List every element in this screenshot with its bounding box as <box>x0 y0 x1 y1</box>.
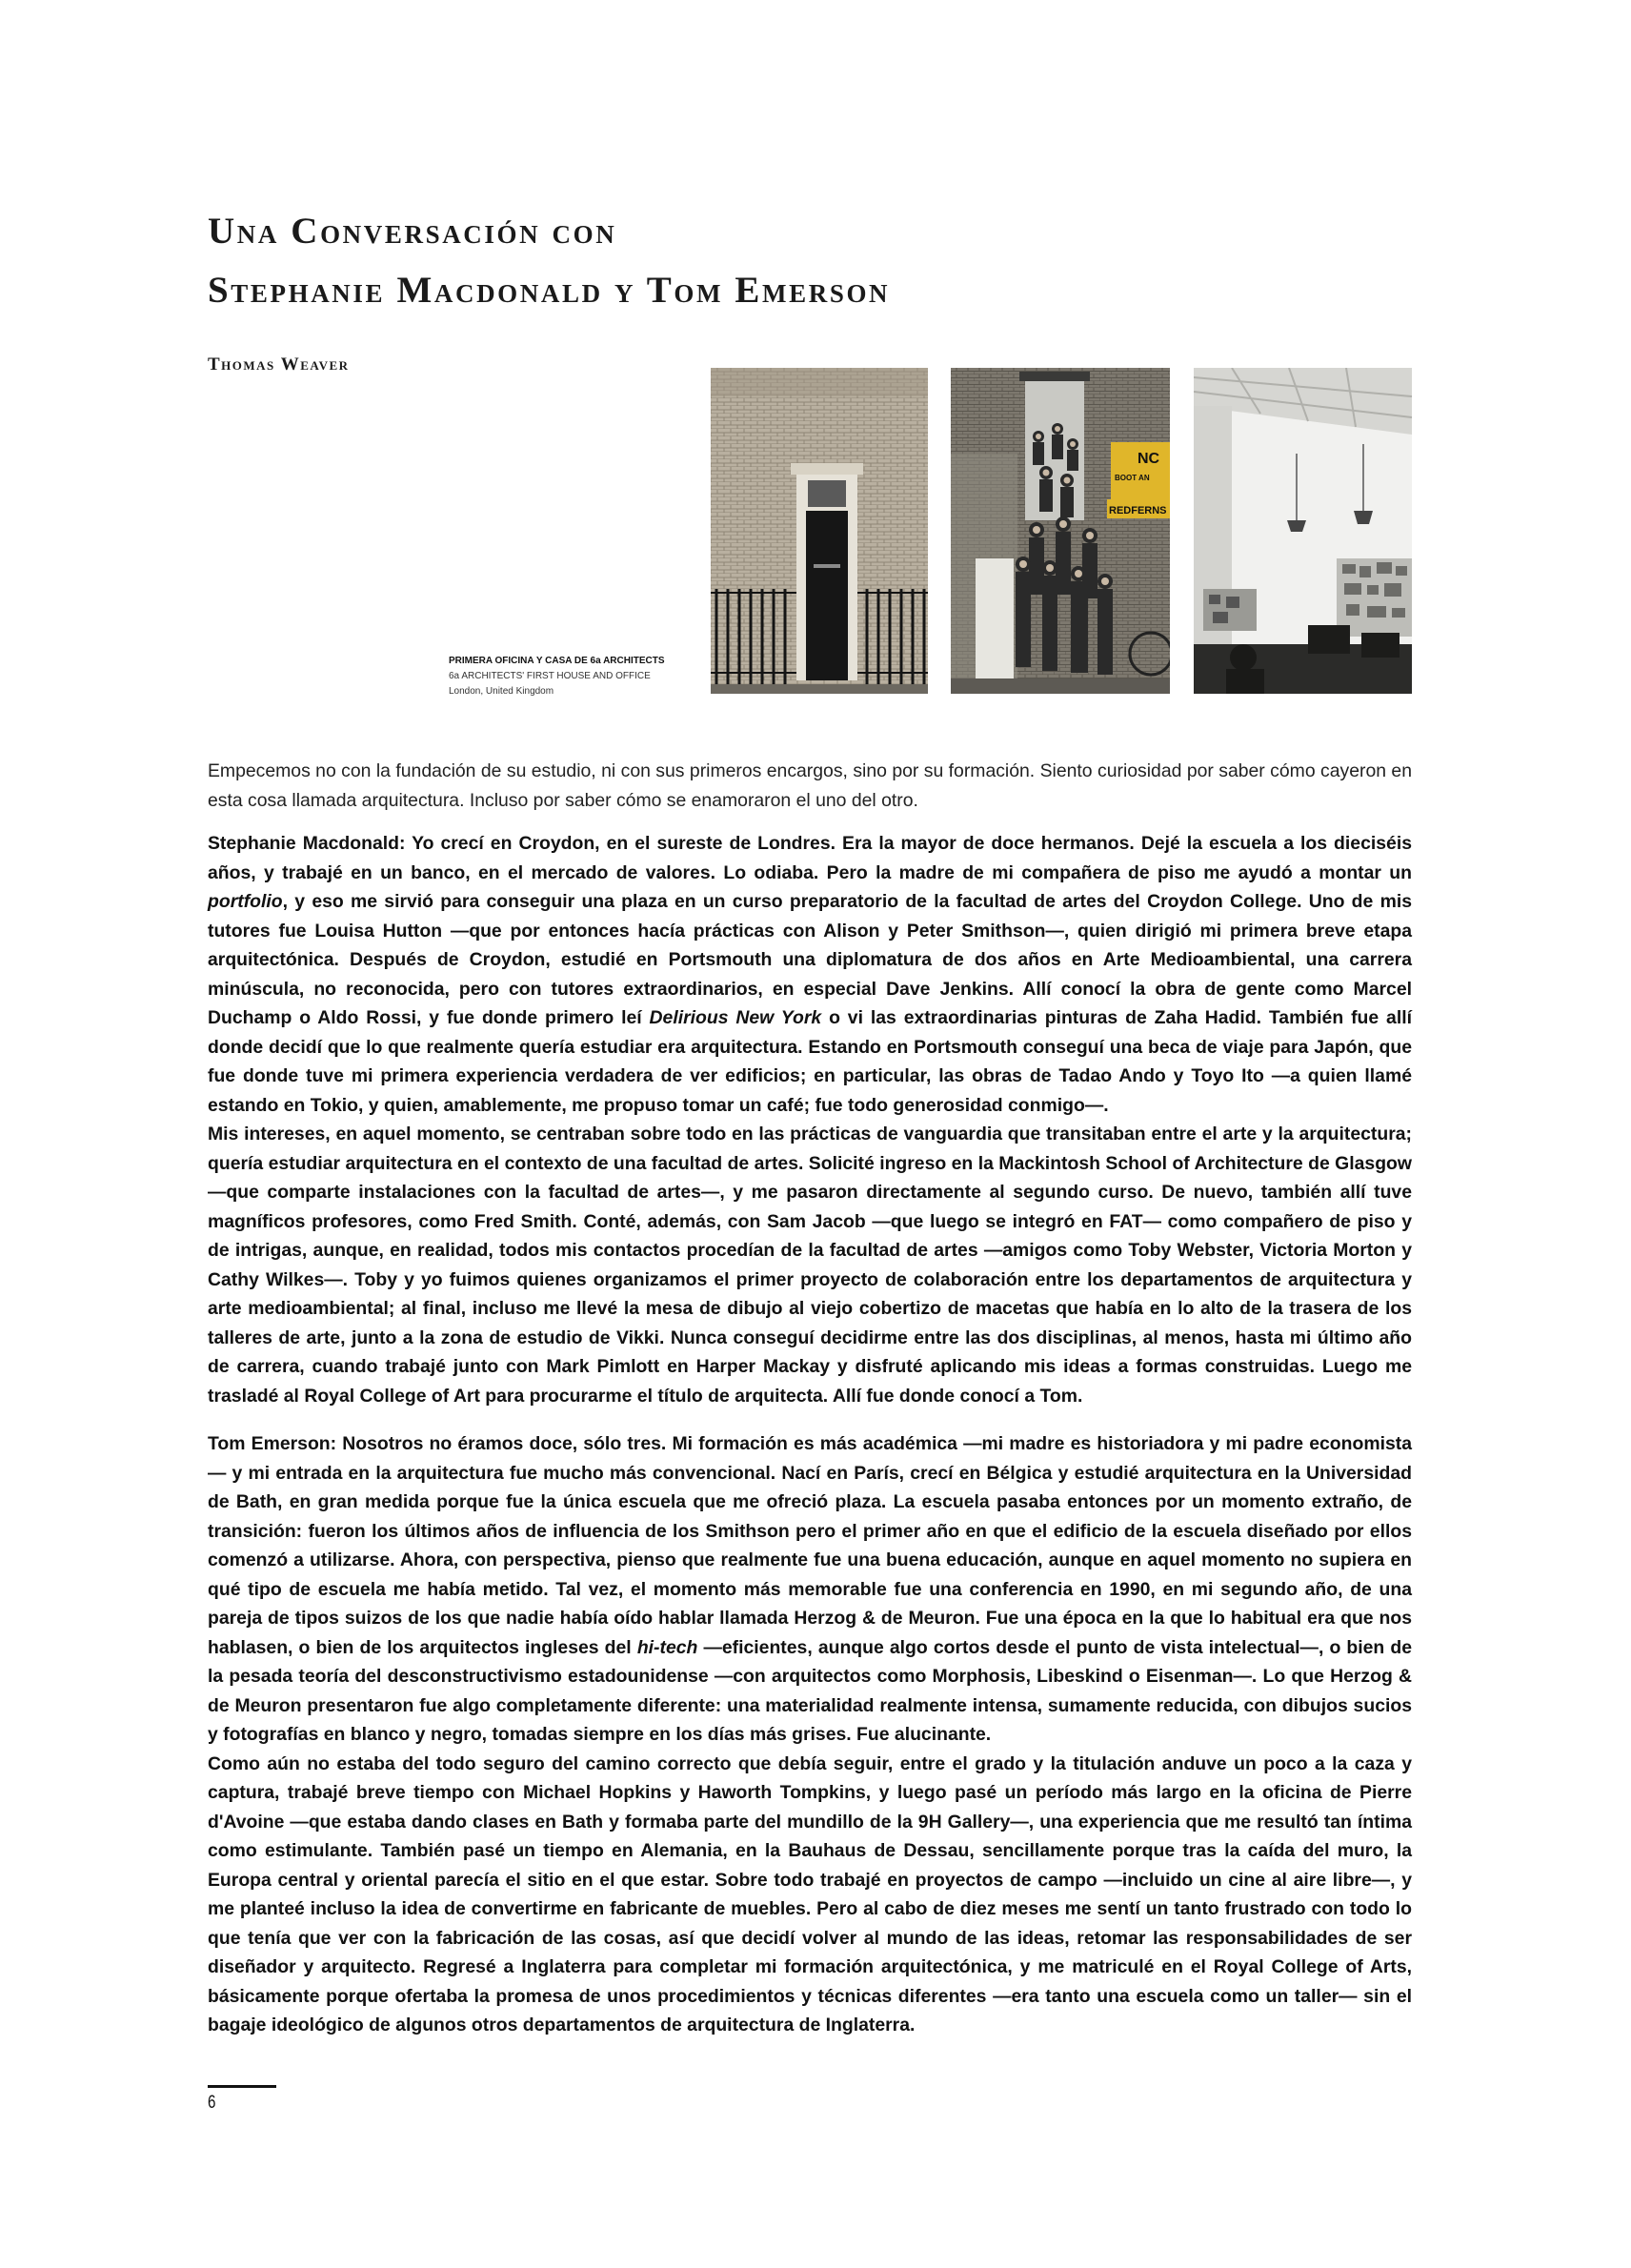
article-title <box>208 202 1446 320</box>
answer-text: Stephanie Macdonald: Yo crecí en Croydon, en el sureste de Londres. Era la mayor de doce hermanos. Dejé la escuela a los dieciséis años, y trabajé en un banco, en el mercado de valores. Lo odiaba. Pero la madre de mi compañera de piso me ayudó a montar un <box>208 833 1412 883</box>
studio-interior-image <box>1194 368 1412 694</box>
article-author: Thomas Weaver <box>208 354 350 375</box>
group-portrait-image <box>951 368 1170 694</box>
sign-text-nc: NC <box>1138 451 1160 467</box>
answer-text: o vi las extraordinarias pinturas de Zaha Hadid. También fue allí donde decidí que lo que realmente quería estudiar era arquitectura. Estando en Portsmouth conseguí una beca de viaje para Japón, que fue donde tuve mi primera experiencia verdadera de ver edificios; en particular, las obras de Tadao Ando y Toyo Ito —a quien llamé estando en Tokio, y quien, amablemente, me propuso tomar un café; fue todo generosidad conmigo—. <box>208 1007 1412 1116</box>
article-title-line-2: Stephanie Macdonald y Tom Emerson <box>208 270 891 311</box>
answer-stephanie-macdonald <box>208 829 1412 1410</box>
photo-group-portrait <box>951 368 1170 694</box>
sign-text-boot: BOOT AN <box>1115 474 1150 482</box>
sign-text-redferns: REDFERNS <box>1109 505 1167 516</box>
caption-spanish: PRIMERA OFICINA Y CASA DE 6a ARCHITECTS <box>449 656 665 666</box>
caption-english: 6a ARCHITECTS' FIRST HOUSE AND OFFICE <box>449 671 651 681</box>
answer-text: Mis intereses, en aquel momento, se centraban sobre todo en las prácticas de vanguardia que transitaban entre el arte y la arquitectura; quería estudiar arquitectura en el contexto de una facultad de artes. Solicité ingreso en la Mackintosh School of Architecture de Glasgow —que comparte instalaciones con la facultad de artes—, y me pasaron directamente al segundo curso. De nuevo, también allí tuve magníficos profesores, como Fred Smith. Conté, además, con Sam Jacob —que luego se integró en FAT— como compañero de piso y de intrigas, aunque, en realidad, todos mis contactos procedían de la facultad de artes —amigos como Toby Webster, Victoria Morton y Cathy Wilkes—. Toby y yo fuimos quienes organizamos el primer proyecto de colaboración entre los departamentos de arquitectura y arte medioambiental; al final, incluso me llevé la mesa de dibujo al viejo cobertizo de macetas que había en lo alto de la trasera de los talleres de arte, junto a la zona de estudio de Vikki. Nunca conseguí decidirme entre las dos disciplinas, al menos, hasta mi último año de carrera, cuando trabajé junto con Mark Pimlott en Harper Mackay y disfruté aplicando mis ideas a formas construidas. Luego me trasladé al Royal College of Art para procurarme el título de arquitecta. Allí fue donde conocí a Tom. <box>208 1124 1412 1407</box>
article-title-line-1: Una Conversación con <box>208 211 617 252</box>
caption-location: London, United Kingdom <box>449 686 554 697</box>
answer-italic: hi-tech <box>636 1636 698 1658</box>
interview-question: Empecemos no con la fundación de su estudio, ni con sus primeros encargos, sino por su formación. Siento curiosidad por saber cómo cayeron en esta cosa llamada arquitectura. Incluso por saber cómo se enamoraron el uno del otro. <box>208 760 1412 811</box>
answer-italic: portfolio <box>208 891 283 912</box>
answer-italic: Delirious New York <box>649 1007 822 1028</box>
answer-text: —eficientes, aunque algo cortos desde el punto de vista intelectual—, o bien de la pesada teoría del desconstructivismo estadounidense —con arquitectos como Morphosis, Libeskind o Eisenman—. Lo que Herzog & de Meuron presentaron fue algo completamente diferente: una materialidad realmente intensa, sumamente reducida, con dibujos sucios y fotografías en blanco y negro, tomadas siempre en los días más grises. Fue alucinante. <box>208 1636 1412 1745</box>
shop-sign <box>1107 442 1170 518</box>
photo-studio-interior <box>1194 368 1412 694</box>
answer-text: , y eso me sirvió para conseguir una plaza en un curso preparatorio de la facultad de artes del Croydon College. Uno de mis tutores fue Louisa Hutton —que por entonces hacía prácticas con Alison y Peter Smithson—, quien dirigió mi primera breve etapa arquitectónica. Después de Croydon, estudié en Portsmouth una diplomatura de dos años en Arte Medioambiental, una carrera minúscula, no reconocida, pero con tutores extraordinarios, en especial Dave Jenkins. Allí conocí la obra de gente como Marcel Duchamp o Aldo Rossi, y fue donde primero leí <box>208 891 1412 1028</box>
answer-tom-emerson <box>208 1429 1412 2040</box>
photo-house-facade <box>711 368 928 694</box>
answer-text: Tom Emerson: Nosotros no éramos doce, sólo tres. Mi formación es más académica —mi madre es historiadora y mi padre economista— y mi entrada en la arquitectura fue mucho más convencional. Nací en París, crecí en Bélgica y estudié arquitectura en la Universidad de Bath, en gran medida porque fue la única escuela que me ofreció plaza. La escuela pasaba entonces por un momento extraño, de transición: fueron los últimos años de influencia de los Smithson pero el primer año en que el edificio de la escuela diseñado por ellos comenzó a utilizarse. Ahora, con perspectiva, pienso que realmente fue una buena educación, aunque en aquel momento no supiera en qué tipo de escuela me había metido. Tal vez, el momento más memorable fue una conferencia en 1990, en mi segundo año, de una pareja de tipos suizos de los que nadie había oído hablar llamada Herzog & de Meuron. Fue una época en la que lo habitual era que nos hablasen, o bien de los arquitectos ingleses del <box>208 1433 1412 1658</box>
house-facade-image <box>711 368 928 694</box>
page-number: 6 <box>208 2093 216 2113</box>
footer-rule <box>208 2085 276 2088</box>
answer-text: Como aún no estaba del todo seguro del camino correcto que debía seguir, entre el grado y la titulación anduve un poco a la caza y captura, trabajé breve tiempo con Michael Hopkins y Haworth Tompkins, y luego pasé un período más largo en la oficina de Pierre d'Avoine —que estaba dando clases en Bath y formaba parte del mundillo de la 9H Gallery—, una experiencia que me resultó tan íntima como estimulante. También pasé un tiempo en Alemania, en la Bauhaus de Dessau, sencillamente porque tras la caída del muro, la Europa central y oriental parecía el sitio en el que estar. Sobre todo trabajé en proyectos de campo —incluido un cine al aire libre—, y me planteé incluso la idea de convertirme en fabricante de muebles. Pero al cabo de diez meses me sentí un tanto frustrado con todo lo que tenía que ver con la fabricación de las cosas, así que decidí volver al mundo de las ideas, retomar las responsabilidades de ser diseñador y arquitecto. Regresé a Inglaterra para completar mi formación arquitectónica, y me matriculé en el Royal College of Arts, básicamente porque ofertaba la promesa de unos procedimientos y técnicas diferentes —era tanto una escuela como un taller— sin el bagaje ideológico de algunos otros departamentos de arquitectura de Inglaterra. <box>208 1752 1412 2035</box>
figure-caption <box>449 654 706 699</box>
